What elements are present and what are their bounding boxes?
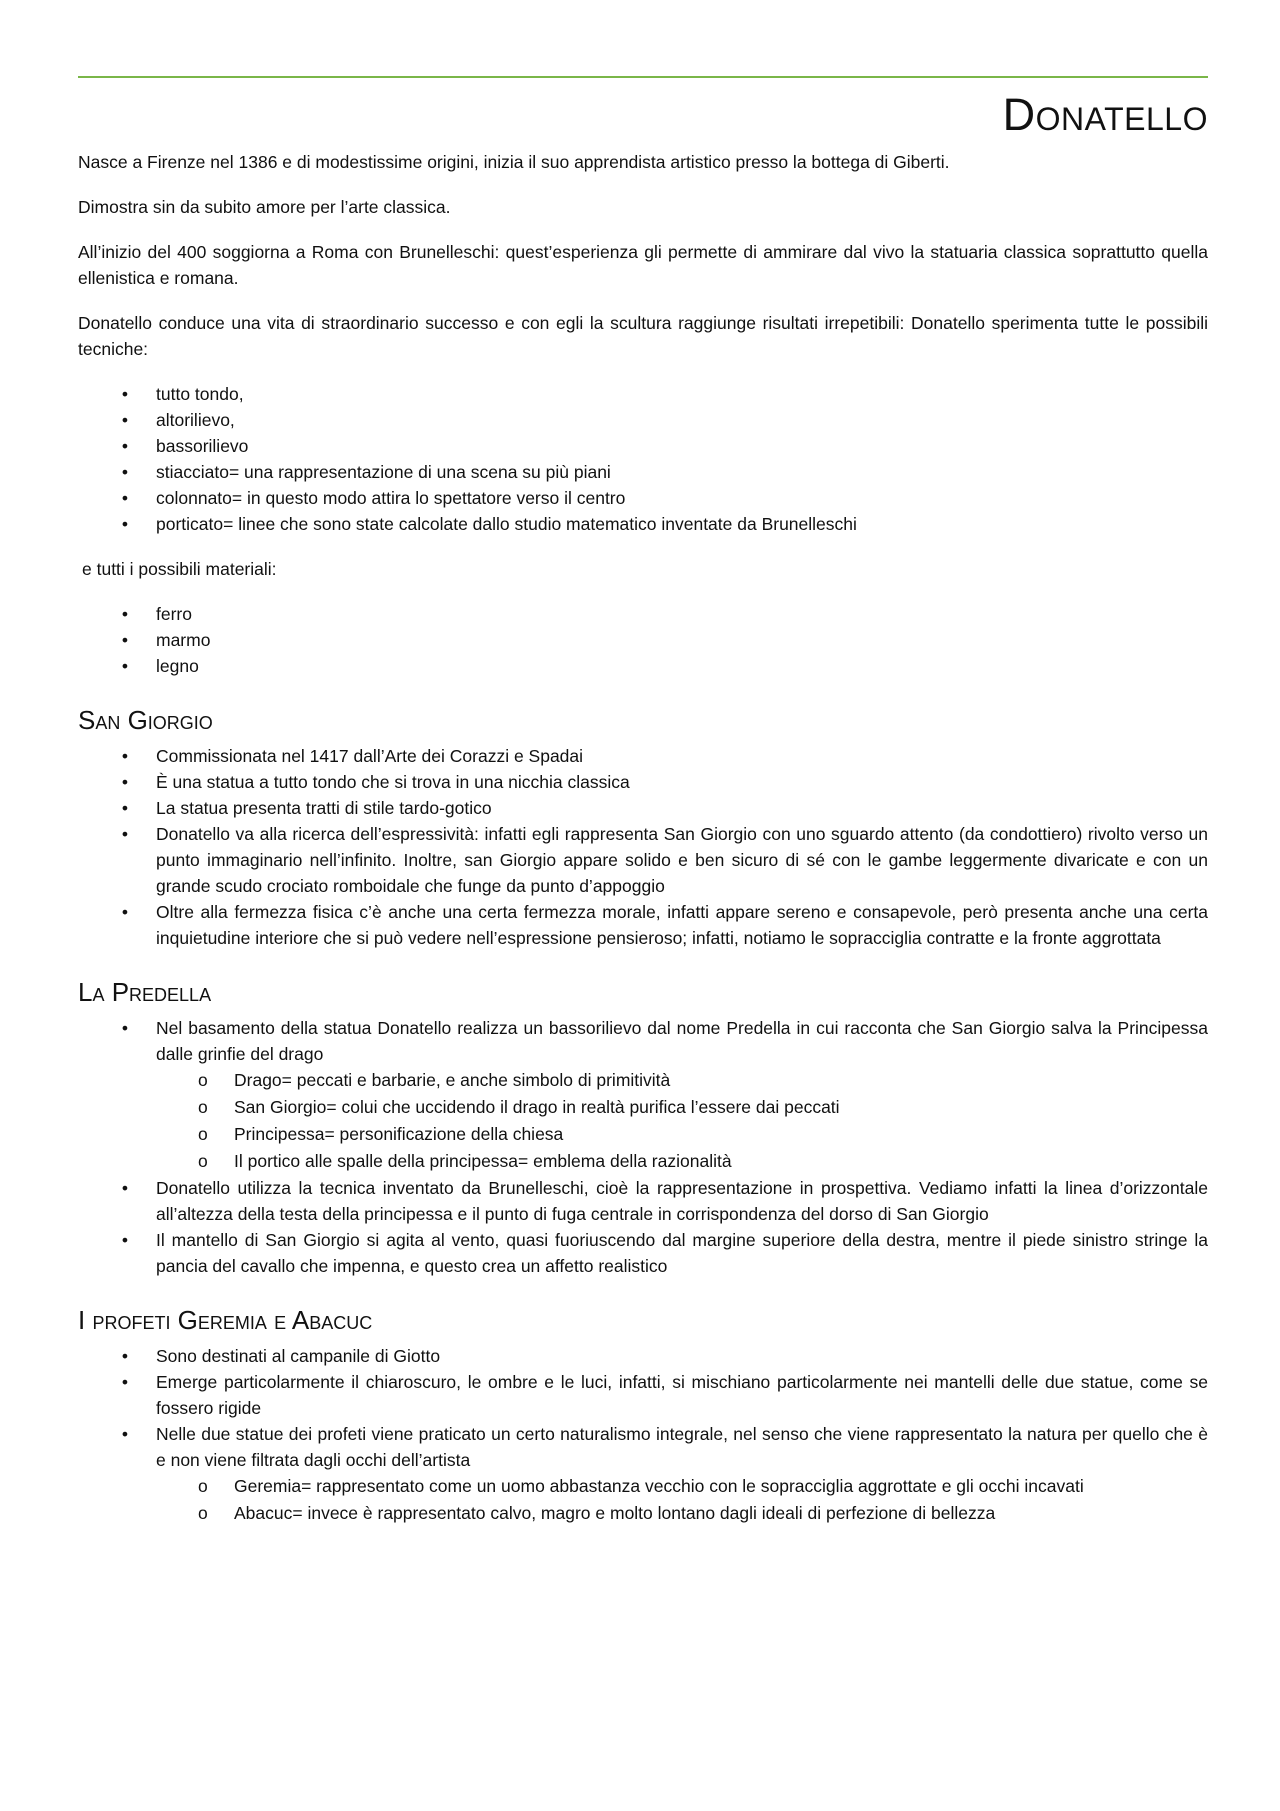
- bullet-icon: •: [121, 1018, 129, 1038]
- list-item: [78, 1015, 1208, 1175]
- list-item-text: Oltre alla fermezza fisica c’è anche una certa fermezza morale, infatti appare sereno e consapevole, però presenta anche una certa inquietudine interiore che si può vedere nell’espressione pensieroso; infatti, notiamo le sopracciglia contratte e la fronte aggrottata: [156, 902, 1208, 948]
- list-item-text: Donatello utilizza la tecnica inventato da Brunelleschi, cioè la rappresentazione in prospettiva. Vediamo infatti la linea d’orizzontale all’altezza della testa della principessa e il punto di fuga centrale in corrispondenza del dorso di San Giorgio: [156, 1178, 1208, 1224]
- list-item: [78, 601, 1208, 627]
- list-item-text: porticato= linee che sono state calcolate dallo studio matematico inventate da Brunelleschi: [156, 514, 857, 534]
- list-item-text: Emerge particolarmente il chiaroscuro, le ombre e le luci, infatti, si mischiano particolarmente nei mantelli delle due statue, come se fossero rigide: [156, 1372, 1208, 1418]
- list-item: [78, 459, 1208, 485]
- sub-list-item: [156, 1500, 1208, 1527]
- bullet-icon: •: [121, 902, 129, 922]
- bullet-icon: •: [121, 1346, 129, 1366]
- materials-intro: e tutti i possibili materiali:: [82, 559, 277, 579]
- bullet-icon: •: [121, 630, 129, 650]
- list-item: [78, 433, 1208, 459]
- list-item: [78, 1227, 1208, 1279]
- list-item-text: La statua presenta tratti di stile tardo-gotico: [156, 798, 492, 818]
- list-item-text: Nel basamento della statua Donatello realizza un bassorilievo dal nome Predella in cui racconta che San Giorgio salva la Principessa dalle grinfie del drago: [156, 1018, 1208, 1064]
- list-item: [78, 381, 1208, 407]
- san-giorgio-list: [78, 743, 1208, 951]
- sub-list-item: [156, 1094, 1208, 1121]
- list-item-text: Nelle due statue dei profeti viene praticato un certo naturalismo integrale, nel senso che viene rappresentato la natura per quello che è e non viene filtrata dagli occhi dell’artista: [156, 1424, 1208, 1470]
- predella-sublist: [156, 1067, 1208, 1175]
- bullet-icon: •: [121, 798, 129, 818]
- circle-bullet-icon: o: [198, 1124, 208, 1144]
- list-item: [78, 407, 1208, 433]
- page-title: Donatello: [1002, 89, 1208, 140]
- list-item-text: tutto tondo,: [156, 384, 244, 404]
- bullet-icon: •: [121, 604, 129, 624]
- profeti-list: [78, 1343, 1208, 1527]
- profeti-sublist: [156, 1473, 1208, 1527]
- bullet-icon: •: [121, 488, 129, 508]
- sub-list-item-text: Il portico alle spalle della principessa= emblema della razionalità: [234, 1151, 732, 1171]
- list-item: [78, 795, 1208, 821]
- section-heading-predella: La Predella: [78, 977, 212, 1007]
- bullet-icon: •: [121, 1372, 129, 1392]
- list-item-text: marmo: [156, 630, 211, 650]
- list-item-text: Donatello va alla ricerca dell’espressività: infatti egli rappresenta San Giorgio con uno sguardo attento (da condottiero) rivolto verso un punto immaginario nell’infinito. Inoltre, san Giorgio appare solido e ben sicuro di sé con le gambe leggermente divaricate e con un grande scudo crociato romboidale che funge da punto d’appoggio: [156, 824, 1208, 896]
- bullet-icon: •: [121, 1230, 129, 1250]
- bullet-icon: •: [121, 410, 129, 430]
- circle-bullet-icon: o: [198, 1070, 208, 1090]
- intro-paragraph: Nasce a Firenze nel 1386 e di modestissime origini, inizia il suo apprendista artistico presso la bottega di Giberti.: [78, 152, 950, 172]
- sub-list-item: [156, 1121, 1208, 1148]
- list-item-text: Commissionata nel 1417 dall’Arte dei Corazzi e Spadai: [156, 746, 584, 766]
- list-item: [78, 511, 1208, 537]
- sub-list-item: [156, 1067, 1208, 1094]
- list-item: [78, 1175, 1208, 1227]
- bullet-icon: •: [121, 514, 129, 534]
- bullet-icon: •: [121, 656, 129, 676]
- list-item: [78, 627, 1208, 653]
- bullet-icon: •: [121, 436, 129, 456]
- circle-bullet-icon: o: [198, 1151, 208, 1171]
- bullet-icon: •: [121, 1424, 129, 1444]
- list-item-text: È una statua a tutto tondo che si trova in una nicchia classica: [156, 772, 630, 792]
- predella-list: [78, 1015, 1208, 1279]
- list-item: [78, 899, 1208, 951]
- list-item: [78, 485, 1208, 511]
- list-item: [78, 653, 1208, 679]
- list-item-text: Il mantello di San Giorgio si agita al vento, quasi fuoriuscendo dal margine superiore della destra, mentre il piede sinistro stringe la pancia del cavallo che impenna, e questo crea un affetto realistico: [156, 1230, 1208, 1276]
- list-item: [78, 743, 1208, 769]
- bullet-icon: •: [121, 384, 129, 404]
- sub-list-item-text: Principessa= personificazione della chiesa: [234, 1124, 564, 1144]
- list-item: [78, 1369, 1208, 1421]
- list-item: [78, 1421, 1208, 1527]
- circle-bullet-icon: o: [198, 1503, 208, 1523]
- intro-paragraph: Dimostra sin da subito amore per l’arte classica.: [78, 197, 451, 217]
- list-item-text: stiacciato= una rappresentazione di una scena su più piani: [156, 462, 611, 482]
- bullet-icon: •: [121, 746, 129, 766]
- section-heading-profeti: I profeti Geremia e Abacuc: [78, 1305, 373, 1335]
- document-page: [78, 76, 1208, 1546]
- sub-list-item-text: Geremia= rappresentato come un uomo abbastanza vecchio con le sopracciglia aggrottate e gli occhi incavati: [234, 1476, 1084, 1496]
- top-rule: [78, 76, 1208, 78]
- intro-paragraph: All’inizio del 400 soggiorna a Roma con Brunelleschi: quest’esperienza gli permette di ammirare dal vivo la statuaria classica soprattutto quella ellenistica e romana.: [78, 242, 1208, 288]
- list-item-text: colonnato= in questo modo attira lo spettatore verso il centro: [156, 488, 626, 508]
- bullet-icon: •: [121, 824, 129, 844]
- bullet-icon: •: [121, 772, 129, 792]
- sub-list-item-text: San Giorgio= colui che uccidendo il drago in realtà purifica l’essere dai peccati: [234, 1097, 840, 1117]
- materials-list: [78, 601, 1208, 679]
- intro-paragraph: Donatello conduce una vita di straordinario successo e con egli la scultura raggiunge risultati irrepetibili: Donatello sperimenta tutte le possibili tecniche:: [78, 313, 1208, 359]
- list-item-text: bassorilievo: [156, 436, 249, 456]
- circle-bullet-icon: o: [198, 1476, 208, 1496]
- section-heading-san-giorgio: San Giorgio: [78, 705, 213, 735]
- list-item: [78, 821, 1208, 899]
- list-item-text: Sono destinati al campanile di Giotto: [156, 1346, 441, 1366]
- list-item-text: ferro: [156, 604, 192, 624]
- techniques-list: [78, 381, 1208, 537]
- sub-list-item-text: Drago= peccati e barbarie, e anche simbolo di primitività: [234, 1070, 671, 1090]
- list-item: [78, 1343, 1208, 1369]
- sub-list-item-text: Abacuc= invece è rappresentato calvo, magro e molto lontano dagli ideali di perfezione di bellezza: [234, 1503, 996, 1523]
- list-item-text: legno: [156, 656, 199, 676]
- sub-list-item: [156, 1473, 1208, 1500]
- bullet-icon: •: [121, 462, 129, 482]
- list-item-text: altorilievo,: [156, 410, 235, 430]
- circle-bullet-icon: o: [198, 1097, 208, 1117]
- list-item: [78, 769, 1208, 795]
- bullet-icon: •: [121, 1178, 129, 1198]
- sub-list-item: [156, 1148, 1208, 1175]
